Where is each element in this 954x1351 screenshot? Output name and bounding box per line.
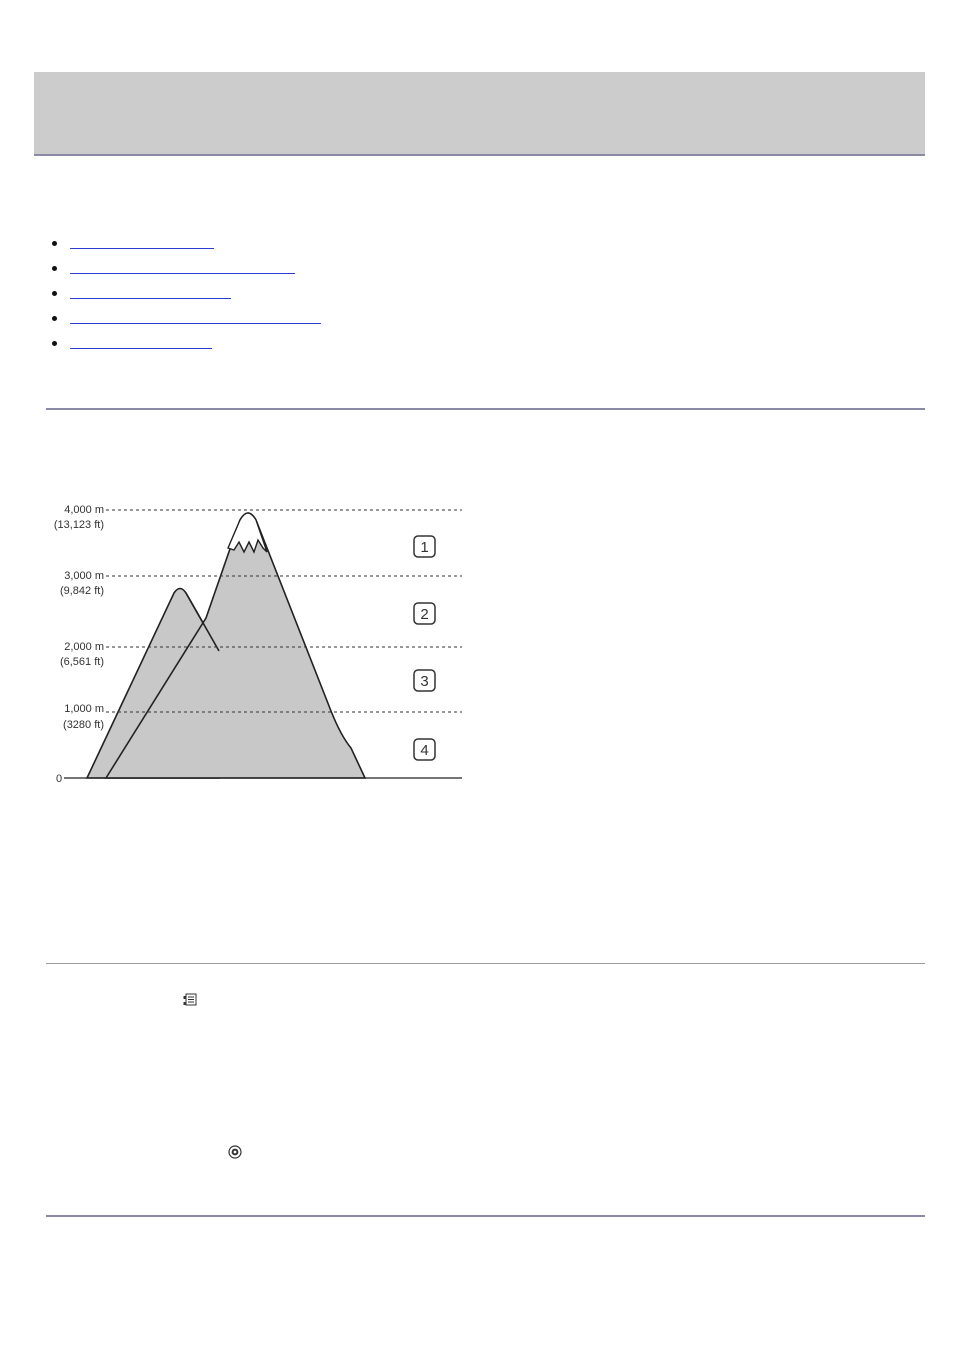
level-label-3000-ft: (9,842 ft): [59, 585, 104, 597]
section-divider: [46, 963, 925, 964]
zone-marker-2: 2: [420, 606, 429, 623]
level-label-2000-ft: (6,561 ft): [59, 656, 104, 668]
altitude-diagram: [46, 496, 466, 786]
section-divider: [46, 408, 925, 410]
toc-item-2[interactable]: [52, 261, 70, 286]
level-label-1000-m: 1,000 m: [64, 703, 104, 715]
toc-link-5[interactable]: [70, 348, 212, 349]
level-label-1000-ft: (3280 ft): [63, 719, 104, 731]
level-label-4000-m: 4,000 m: [64, 504, 104, 516]
toc-link-1[interactable]: [70, 248, 214, 249]
toc-item-3[interactable]: [52, 286, 70, 311]
menu-icon: [183, 993, 197, 1007]
section-divider: [46, 1215, 925, 1217]
table-of-contents: [52, 236, 70, 361]
level-label-2000-m: 2,000 m: [64, 641, 104, 653]
level-label-0: 0: [56, 773, 63, 785]
bullet-icon: [52, 291, 57, 296]
bullet-icon: [52, 316, 57, 321]
zone-marker-3: 3: [420, 673, 429, 690]
zone-marker-4: 4: [420, 742, 429, 759]
bullet-icon: [52, 266, 57, 271]
bullet-icon: [52, 241, 57, 246]
ok-button-icon: [228, 1145, 242, 1159]
toc-item-5[interactable]: [52, 336, 70, 361]
tall-peak: [106, 513, 365, 778]
toc-link-2[interactable]: [70, 273, 295, 274]
page-header-bar: [34, 72, 925, 156]
level-label-4000-ft: (13,123 ft): [53, 519, 104, 531]
toc-link-4[interactable]: [70, 323, 321, 324]
toc-item-4[interactable]: [52, 311, 70, 336]
bullet-icon: [52, 341, 57, 346]
toc-item-1[interactable]: [52, 236, 70, 261]
level-label-3000-m: 3,000 m: [64, 570, 104, 582]
toc-link-3[interactable]: [70, 298, 231, 299]
zone-marker-1: 1: [420, 539, 429, 556]
